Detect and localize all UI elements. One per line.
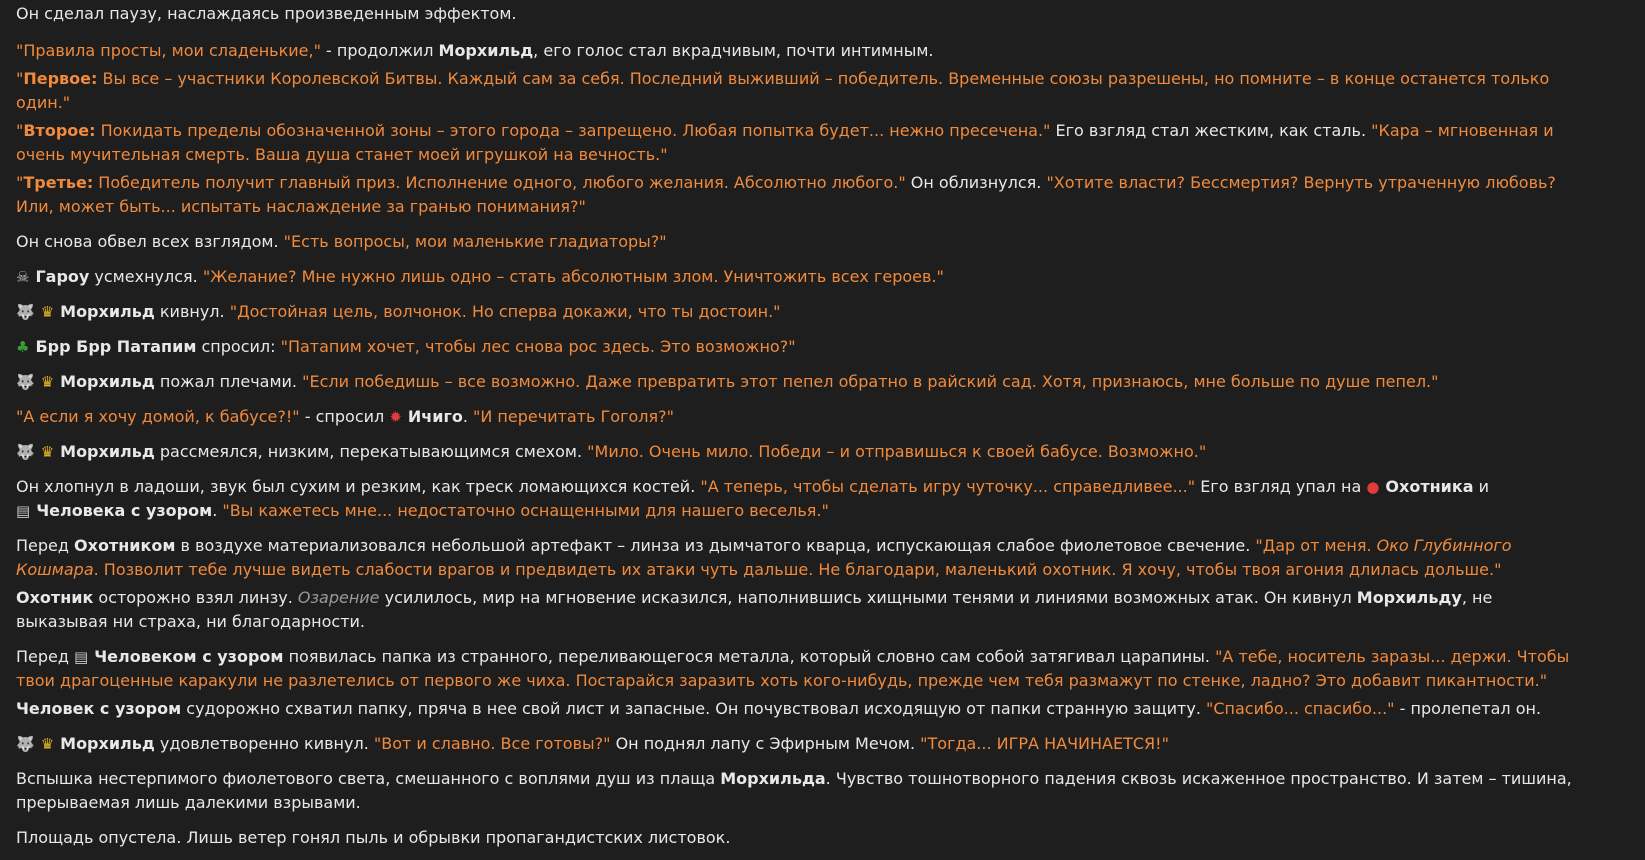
paragraph-morhild-1 <box>16 300 1576 324</box>
character-name: Морхильд <box>60 442 155 461</box>
narration: Его взгляд стал жестким, как сталь. <box>1050 121 1372 140</box>
narration: . <box>462 407 474 426</box>
crown-icon: ♛ <box>40 373 55 391</box>
paragraph-rule-3 <box>16 171 1576 219</box>
narration: Он облизнулся. <box>905 173 1047 192</box>
paragraph-final <box>16 826 1576 850</box>
narration: в воздухе материализовался небольшой артефакт – линза из дымчатого кварца, испускающая слабое фиолетовое свечение. <box>175 536 1256 555</box>
wolf-icon: 🐺 <box>16 443 35 461</box>
character-name: Морхильд <box>60 302 155 321</box>
paragraph-garou <box>16 265 1576 289</box>
speech: Победитель получит главный приз. Исполнение одного, любого желания. Абсолютно любого." <box>93 173 906 192</box>
paragraph-clap <box>16 475 1576 523</box>
stat-name: Озарение <box>297 588 380 607</box>
narration: , не выказывая ни страха, ни благодарности. <box>16 588 1493 631</box>
narration: Площадь опустела. Лишь ветер гонял пыль и обрывки пропагандистских листовок. <box>16 828 731 847</box>
story-text <box>16 2 1576 850</box>
page-icon: ▤ <box>16 502 31 520</box>
speech: " <box>16 121 24 140</box>
speech: "Желание? Мне нужно лишь одно – стать абсолютным злом. Уничтожить всех героев." <box>202 267 944 286</box>
speech: "Тогда... ИГРА НАЧИНАЕТСЯ!" <box>920 734 1169 753</box>
narration: Он поднял лапу с Эфирным Мечом. <box>610 734 921 753</box>
narration: . Чувство тошнотворного падения сквозь искаженное пространство. И затем – тишина, прерываемая лишь далекими взрывами. <box>16 769 1572 812</box>
character-name: Морхильд <box>438 41 534 60</box>
paragraph-patapim <box>16 335 1576 359</box>
paragraph-ichigo <box>16 405 1576 429</box>
item-name: Око Глубинного Кошмара <box>16 536 1512 579</box>
speech: . Позволит тебе лучше видеть слабости врагов и предвидеть их атаки чуть дальше. Не благодари, маленький охотник. Я хочу, чтобы твоя агония длилась дольше." <box>93 560 1502 579</box>
narration: пожал плечами. <box>154 372 303 391</box>
paragraph-morhild-4 <box>16 732 1576 756</box>
rule-label: Второе: <box>23 121 96 140</box>
paragraph-6 <box>16 230 1576 254</box>
narration: удовлетворенно кивнул. <box>154 734 374 753</box>
tree-icon: ♣ <box>16 338 30 356</box>
narration: осторожно взял линзу. <box>93 588 298 607</box>
speech: "Патапим хочет, чтобы лес снова рос здесь. Это возможно?" <box>280 337 796 356</box>
character-name: Охотника <box>1385 477 1474 496</box>
speech: "Спасибо... спасибо..." <box>1206 699 1395 718</box>
narration: спросил: <box>196 337 281 356</box>
skull-icon: ☠ <box>16 268 30 286</box>
speech: "А теперь, чтобы сделать игру чуточку... справедливее..." <box>700 477 1196 496</box>
paragraph-1 <box>16 2 1576 26</box>
speech: "Есть вопросы, мои маленькие гладиаторы?" <box>283 232 667 251</box>
narration: усмехнулся. <box>89 267 203 286</box>
speech: "А тебе, носитель заразы... держи. Чтобы твои драгоценные каракули не разлетелись от первого же чиха. Постарайся заразить хоть кого-нибудь, прежде чем тебя размажут по стенке, ладно? Это добавит пикантности." <box>16 647 1570 690</box>
speech: "Хотите власти? Бессмертия? Вернуть утраченную любовь? Или, может быть... испытать наслаждение за гранью понимания?" <box>16 173 1556 216</box>
blood-drop-icon: ● <box>1366 478 1380 496</box>
narration: , его голос стал вкрадчивым, почти интимным. <box>533 41 934 60</box>
narration: кивнул. <box>154 302 230 321</box>
narration: - пролепетал он. <box>1394 699 1542 718</box>
paragraph-morhild-3 <box>16 440 1576 464</box>
character-name: Морхильду <box>1356 588 1462 607</box>
character-name: Человека с узором <box>36 501 213 520</box>
character-name: Человеком с узором <box>94 647 284 666</box>
narration: судорожно схватил папку, пряча в нее свой лист и запасные. Он почувствовал исходящую от папки странную защиту. <box>181 699 1206 718</box>
page-icon: ▤ <box>74 648 89 666</box>
narration: Он снова обвел всех взглядом. <box>16 232 284 251</box>
character-name: Охотник <box>16 588 94 607</box>
narration: усилилось, мир на мгновение исказился, наполнившись хищными тенями и линиями возможных атак. Он кивнул <box>379 588 1357 607</box>
narration: рассмеялся, низким, перекатывающимся смехом. <box>154 442 588 461</box>
character-name: Ичиго <box>407 407 463 426</box>
narration: - спросил <box>299 407 390 426</box>
character-name: Охотником <box>74 536 176 555</box>
character-name: Морхильд <box>60 734 155 753</box>
speech: "Правила просты, мои сладенькие," <box>16 41 321 60</box>
paragraph-rule-1 <box>16 67 1576 115</box>
narration: Он сделал паузу, наслаждаясь произведенным эффектом. <box>16 4 517 23</box>
crown-icon: ♛ <box>40 735 55 753</box>
narration: Он хлопнул в ладоши, звук был сухим и резким, как треск ломающихся костей. <box>16 477 701 496</box>
rule-label: Третье: <box>23 173 94 192</box>
character-name: Морхильд <box>60 372 155 391</box>
speech: Вы все – участники Королевской Битвы. Каждый сам за себя. Последний выживший – победитель. Временные союзы разрешены, но помните – в конце останется только один." <box>16 69 1550 112</box>
narration: - продолжил <box>320 41 439 60</box>
speech: "Мило. Очень мило. Победи – и отправишься к своей бабусе. Возможно." <box>587 442 1207 461</box>
wolf-icon: 🐺 <box>16 373 35 391</box>
paragraph-morhild-2 <box>16 370 1576 394</box>
character-name: Гароу <box>35 267 90 286</box>
speech: "Если победишь – все возможно. Даже превратить этот пепел обратно в райский сад. Хотя, признаюсь, мне больше по душе пепел." <box>302 372 1439 391</box>
speech: " <box>16 69 24 88</box>
rule-label: Первое: <box>23 69 98 88</box>
speech: "А если я хочу домой, к бабусе?!" <box>16 407 300 426</box>
wolf-icon: 🐺 <box>16 735 35 753</box>
wolf-icon: 🐺 <box>16 303 35 321</box>
character-name: Морхильда <box>720 769 826 788</box>
crown-icon: ♛ <box>40 303 55 321</box>
paragraph-patterned-gift <box>16 645 1576 693</box>
narration: Вспышка нестерпимого фиолетового света, смешанного с воплями душ из плаща <box>16 769 721 788</box>
paragraph-flash <box>16 767 1576 815</box>
narration: появилась папка из странного, переливающегося металла, который словно сам собой затягивал царапины. <box>283 647 1216 666</box>
narration: и <box>1473 477 1490 496</box>
speech: " <box>16 173 24 192</box>
crown-icon: ♛ <box>40 443 55 461</box>
paragraph-patterned-takes <box>16 697 1576 721</box>
paragraph-hunter-takes <box>16 586 1576 634</box>
character-name: Человек с узором <box>16 699 182 718</box>
speech: "Дар от меня. <box>1255 536 1377 555</box>
paragraph-rule-2 <box>16 119 1576 167</box>
speech: "И перечитать Гоголя?" <box>473 407 674 426</box>
narration: . <box>212 501 223 520</box>
paragraph-2 <box>16 39 1576 63</box>
speech: "Кара – мгновенная и очень мучительная смерть. Ваша душа станет моей игрушкой на вечность." <box>16 121 1554 164</box>
speech: "Вот и славно. Все готовы?" <box>373 734 611 753</box>
speech: "Достойная цель, волчонок. Но сперва докажи, что ты достоин." <box>229 302 781 321</box>
narration: Перед <box>16 536 75 555</box>
narration: Его взгляд упал на <box>1195 477 1367 496</box>
character-name: Брр Брр Патапим <box>35 337 197 356</box>
paragraph-hunter-gift <box>16 534 1576 582</box>
narration: Перед <box>16 647 75 666</box>
explosion-icon: ✹ <box>389 408 402 426</box>
speech: Покидать пределы обозначенной зоны – этого города – запрещено. Любая попытка будет... нежно пресечена." <box>95 121 1051 140</box>
speech: "Вы кажетесь мне... недостаточно оснащенными для нашего веселья." <box>222 501 829 520</box>
